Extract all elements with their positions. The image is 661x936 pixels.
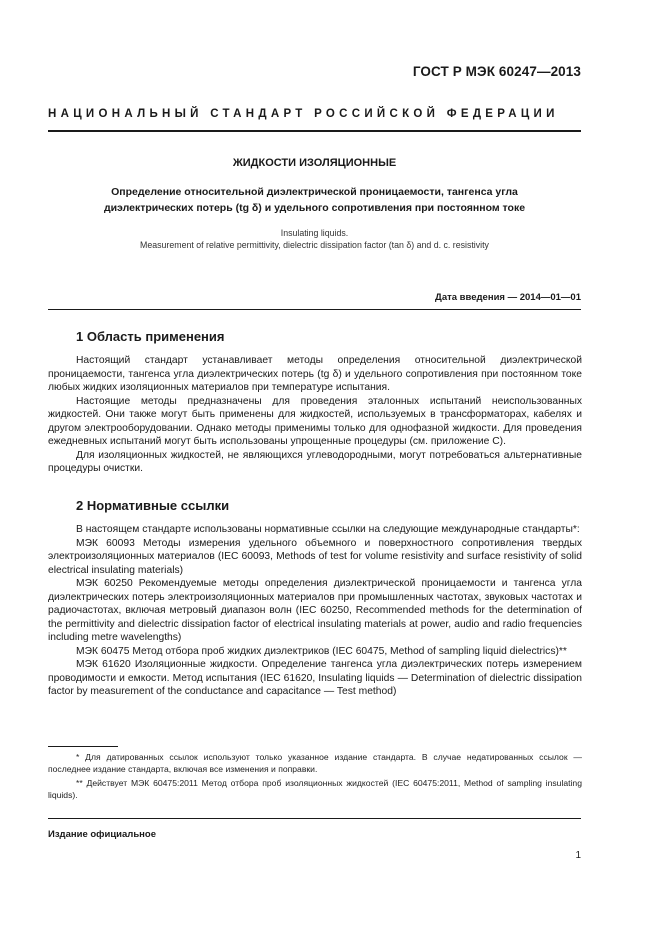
footnote: ** Действует МЭК 60475:2011 Метод отбора проб изоляционных жидкостей (IEC 60475:2011, Method of sampling insulating liquids). bbox=[48, 778, 582, 800]
introduction-date: Дата введения — 2014—01—01 bbox=[435, 292, 581, 303]
section-1-heading: 1 Область применения bbox=[76, 329, 225, 344]
english-title-line-2: Measurement of relative permittivity, dielectric dissipation factor (tan δ) and d. c. resistivity bbox=[140, 240, 489, 250]
paragraph: МЭК 60093 Методы измерения удельного объемного и поверхностного сопротивления твердых электроизоляционных материалов (IEC 60093, Methods of test for volume resistivity and surface resistivity of solid electrical insulating materials) bbox=[48, 537, 582, 576]
page-number: 1 bbox=[575, 850, 581, 861]
paragraph: МЭК 60250 Рекомендуемые методы определения диэлектрической проницаемости и тангенса угла диэлектрических потерь электроизоляционных материалов при промышленных частотах, звуковых частотах и радиочастотах, включая метровый диапазон волн (IEC 60250, Recommended methods for the determination of the permittivity and dielectric dissipation factor of electrical insulating materials at power, audio and radio frequencies including metre wavelengths) bbox=[48, 578, 582, 643]
english-title bbox=[48, 227, 581, 251]
subtitle-line-1: Определение относительной диэлектрической проницаемости, тангенса угла bbox=[111, 186, 518, 198]
footer-rule bbox=[48, 818, 581, 819]
document-title: ЖИДКОСТИ ИЗОЛЯЦИОННЫЕ bbox=[232, 157, 397, 169]
section-1-body bbox=[48, 354, 582, 476]
paragraph: Настоящий стандарт устанавливает методы определения относительной диэлектрической проницаемости, тангенса угла диэлектрических потерь (tg δ) и удельного сопротивления при постоянном токе любых жидких изоляционных материалов при температуре испытания. bbox=[48, 355, 582, 393]
footnote: * Для датированных ссылок используют только указанное издание стандарта. В случае недатированных ссылок — последнее издание стандарта, включая все изменения и поправки. bbox=[48, 752, 582, 774]
paragraph: В настоящем стандарте использованы нормативные ссылки на следующие международные стандарты*: bbox=[76, 524, 580, 535]
document-subtitle bbox=[48, 184, 581, 216]
national-standard-banner: НАЦИОНАЛЬНЫЙ СТАНДАРТ РОССИЙСКОЙ ФЕДЕРАЦИИ bbox=[48, 108, 559, 120]
footnotes bbox=[48, 751, 582, 803]
section-2-heading: 2 Нормативные ссылки bbox=[76, 498, 230, 513]
paragraph: МЭК 61620 Изоляционные жидкости. Определение тангенса угла диэлектрических потерь измерением проводимости и емкости. Метод испытания (IEC 61620, Insulating liquids — Determination of dielectric dissipation factor by measurement of the conductance and capacitance — Test method) bbox=[48, 659, 582, 697]
date-rule bbox=[48, 309, 581, 310]
paragraph: МЭК 60475 Метод отбора проб жидких диэлектриков (IEC 60475, Method of sampling liquid dielectrics)** bbox=[76, 645, 567, 657]
edition-label: Издание официальное bbox=[48, 829, 156, 840]
english-title-line-1: Insulating liquids. bbox=[280, 228, 349, 238]
paragraph: Для изоляционных жидкостей, не являющихся углеводородными, могут потребоваться альтернативные процедуры очистки. bbox=[48, 449, 582, 474]
subtitle-line-2: диэлектрических потерь (tg δ) и удельного сопротивления при постоянном токе bbox=[103, 202, 526, 214]
standard-code: ГОСТ Р МЭК 60247—2013 bbox=[412, 64, 581, 79]
section-2-body bbox=[48, 523, 582, 699]
header-rule bbox=[48, 130, 581, 132]
footnote-rule bbox=[48, 746, 118, 747]
paragraph: Настоящие методы предназначены для проведения эталонных испытаний неиспользованных жидкостей. Они также могут быть применены для жидкостей, используемых в трансформаторах, кабелях и другом электрооборудовании. Однако методы применимы только для однофазной жидкости. Для проведения ежедневных испытаний могут быть использованы упрощенные процедуры (см. приложение С). bbox=[48, 395, 582, 447]
